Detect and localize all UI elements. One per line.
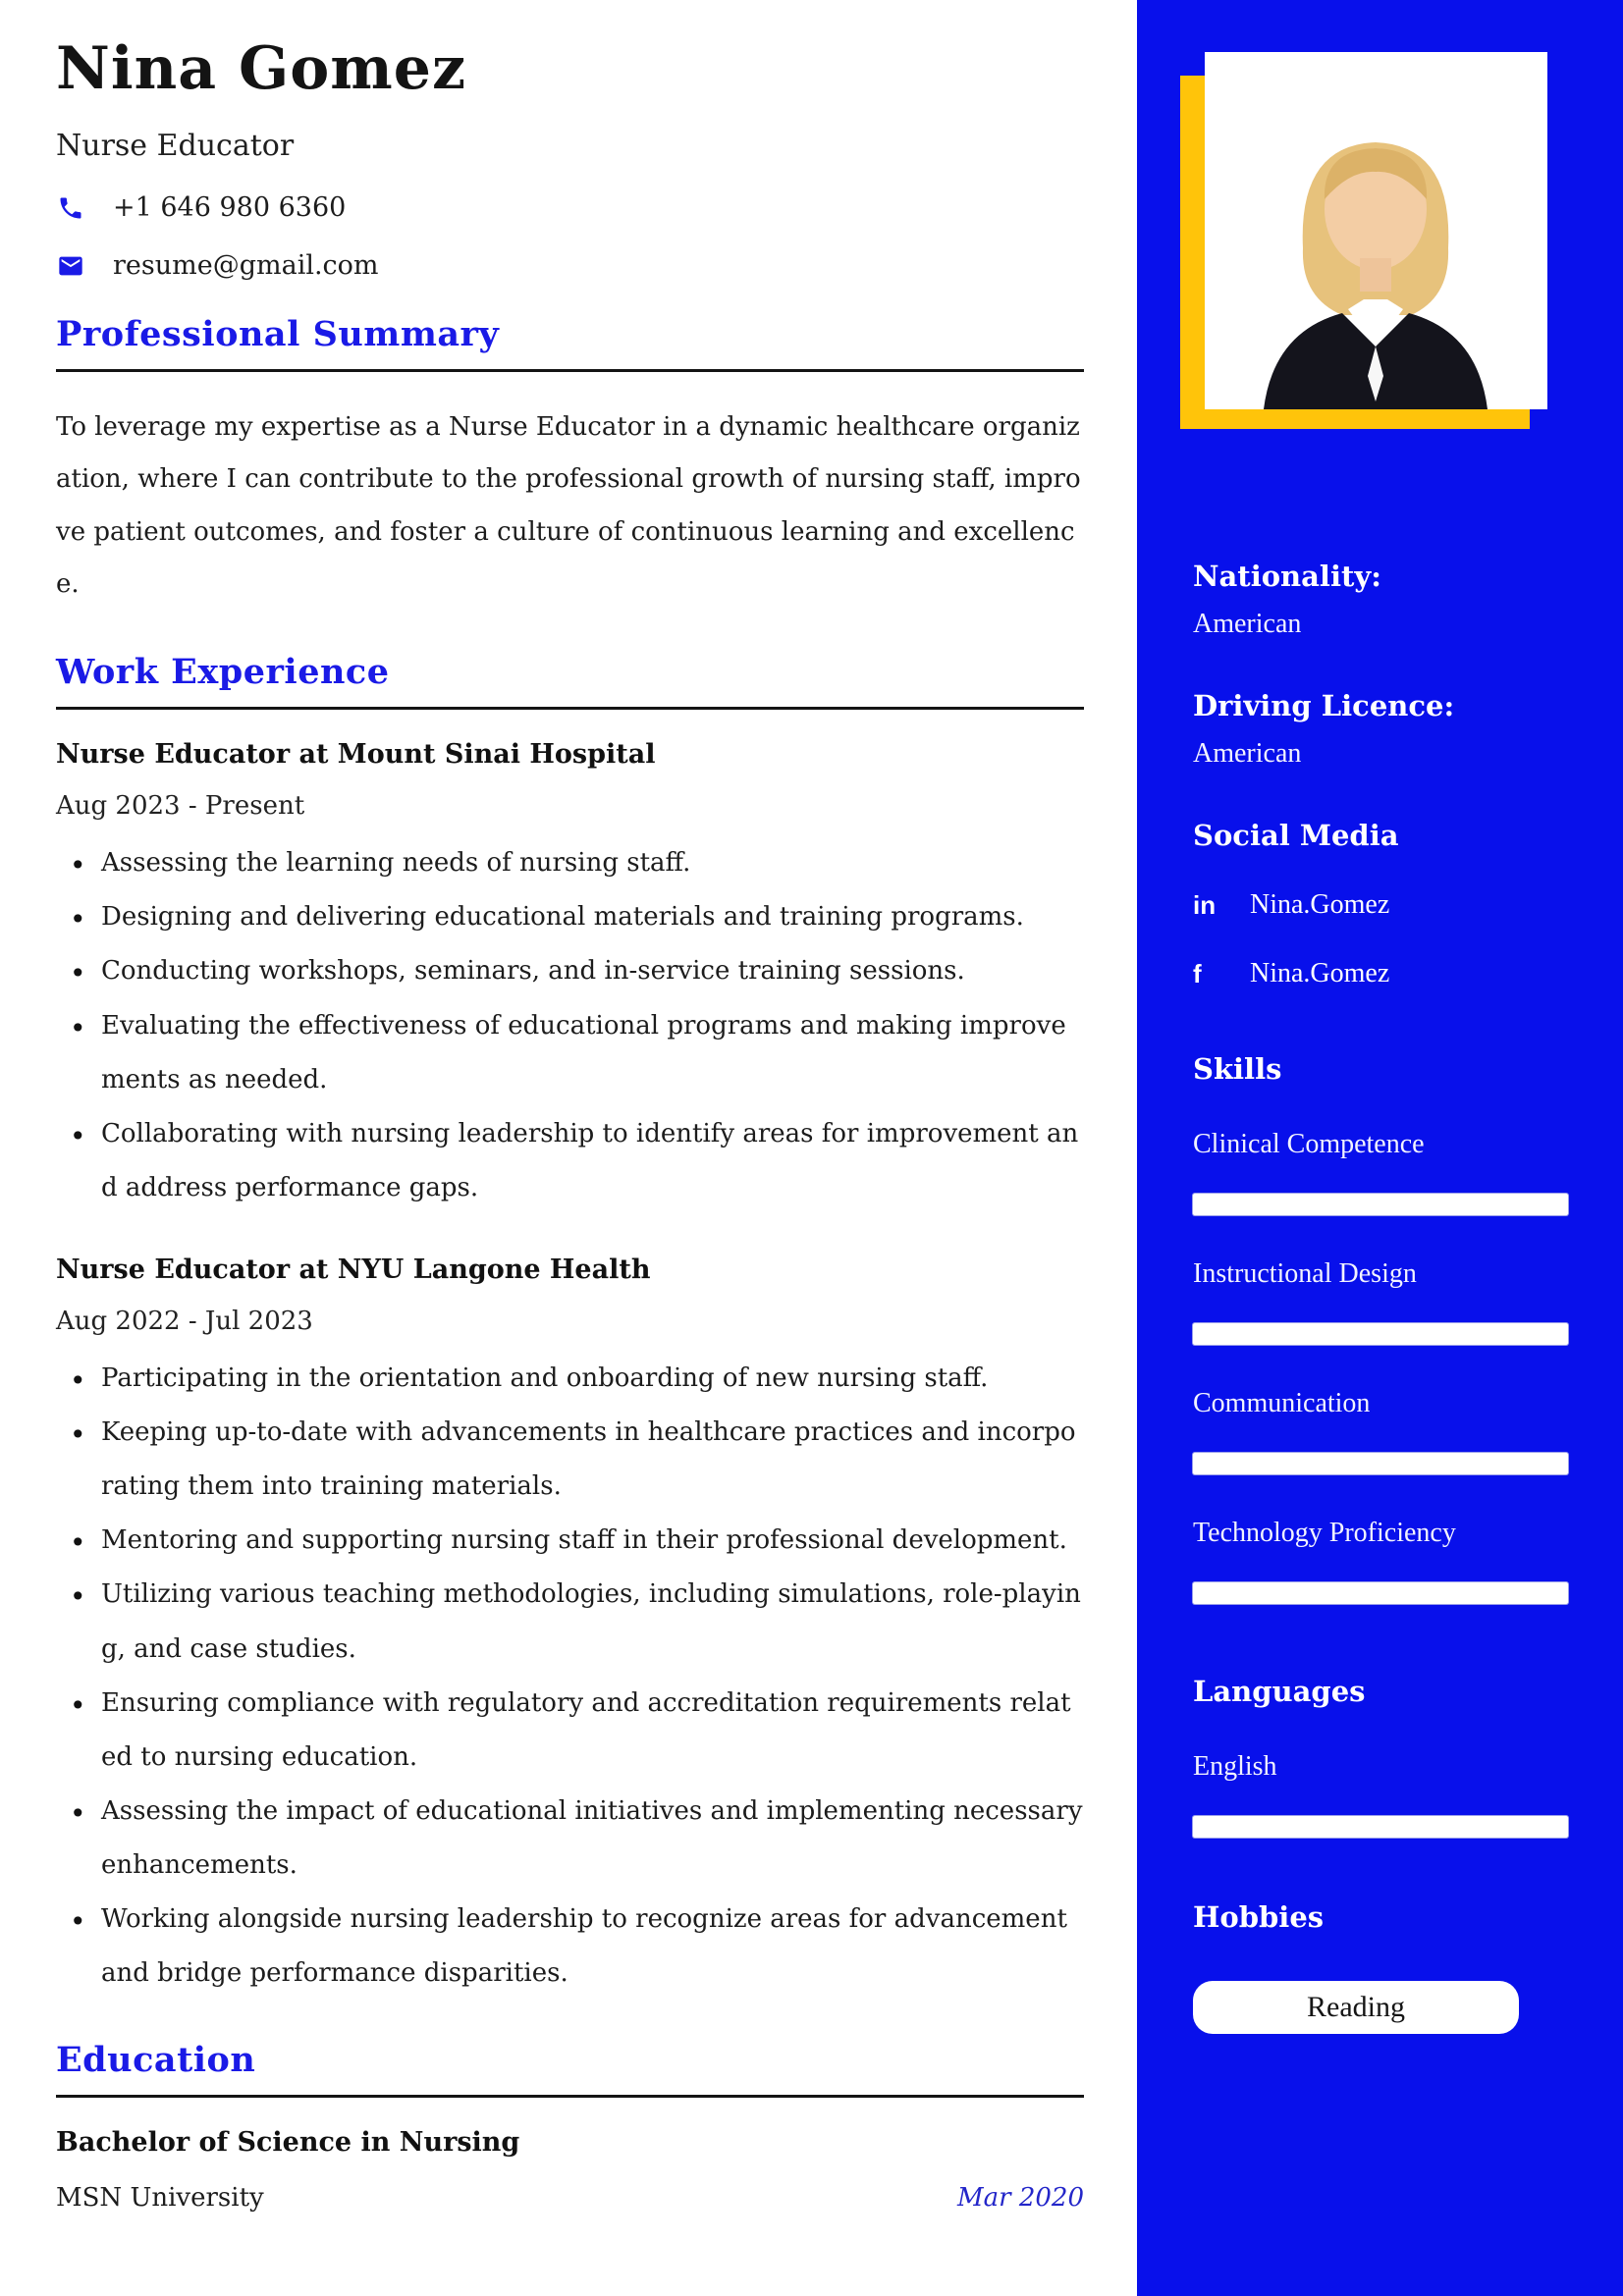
skill-name: Instructional Design bbox=[1193, 1258, 1417, 1289]
skill-name: Technology Proficiency bbox=[1193, 1518, 1456, 1548]
email-row bbox=[56, 250, 1084, 281]
bullet-item: • Participating in the orientation and onboarding of new nursing staff. bbox=[56, 1352, 1084, 1406]
languages-heading: Languages bbox=[1193, 1675, 1366, 1708]
skill-item bbox=[1193, 1518, 1568, 1604]
linkedin-icon: in bbox=[1193, 889, 1217, 920]
skill-bar-fill bbox=[1193, 1323, 1568, 1345]
driving-licence-value: American bbox=[1193, 738, 1302, 769]
bullet-item: • Mentoring and supporting nursing staff in their professional development. bbox=[56, 1514, 1084, 1568]
bullet-item: • Collaborating with nursing leadership to identify areas for improvement and address performance gaps. bbox=[56, 1107, 1084, 1215]
profile-photo bbox=[1205, 52, 1547, 409]
linkedin-handle[interactable]: Nina.Gomez bbox=[1250, 889, 1390, 920]
bullet-item: • Designing and delivering educational materials and training programs. bbox=[56, 890, 1084, 944]
skill-item bbox=[1193, 1388, 1568, 1474]
skill-bar-fill bbox=[1193, 1453, 1568, 1474]
social-row-linkedin bbox=[1193, 889, 1568, 921]
summary-text: To leverage my expertise as a Nurse Educator in a dynamic healthcare organization, where I can contribute to the professional growth of nursing staff, improve patient outcomes, and foster a culture of continuous learning and excellence. bbox=[56, 412, 1081, 599]
languages-list bbox=[1193, 1751, 1568, 1838]
language-bar bbox=[1193, 1816, 1568, 1838]
jobs-list bbox=[56, 739, 1084, 2001]
school-name: MSN University bbox=[56, 2183, 264, 2214]
language-bar-fill bbox=[1193, 1816, 1568, 1838]
social-row-facebook bbox=[1193, 958, 1568, 989]
facebook-handle[interactable]: Nina.Gomez bbox=[1250, 958, 1390, 988]
sidebar bbox=[1137, 0, 1623, 2296]
email-icon bbox=[56, 251, 85, 281]
contact-block bbox=[56, 192, 1084, 281]
bullet-item: • Utilizing various teaching methodologies, including simulations, role-playing, and case studies. bbox=[56, 1568, 1084, 1676]
education-heading: Education bbox=[56, 2040, 256, 2081]
skills-list bbox=[1193, 1129, 1568, 1604]
phone-number: +1 646 980 6360 bbox=[113, 192, 347, 223]
phone-row bbox=[56, 192, 1084, 223]
skill-bar-fill bbox=[1193, 1194, 1568, 1215]
bullet-item: • Assessing the impact of educational initiatives and implementing necessary enhancements. bbox=[56, 1785, 1084, 1893]
driving-licence-label: Driving Licence: bbox=[1193, 689, 1455, 722]
email-address: resume@gmail.com bbox=[113, 250, 379, 281]
graduation-date: Mar 2020 bbox=[957, 2183, 1084, 2214]
person-name: Nina Gomez bbox=[56, 34, 467, 103]
skill-bar bbox=[1193, 1194, 1568, 1215]
skill-name: Communication bbox=[1193, 1388, 1371, 1418]
education-rule bbox=[56, 2095, 1084, 2098]
bullet-item: • Working alongside nursing leadership to recognize areas for advancement and bridge performance disparities. bbox=[56, 1893, 1084, 2001]
job-period: Aug 2023 - Present bbox=[56, 791, 305, 822]
photo-frame bbox=[1193, 0, 1568, 461]
skill-bar bbox=[1193, 1453, 1568, 1474]
job-title: Nurse Educator at NYU Langone Health bbox=[56, 1254, 651, 1285]
skill-bar bbox=[1193, 1323, 1568, 1345]
language-item bbox=[1193, 1751, 1568, 1838]
language-name: English bbox=[1193, 1751, 1277, 1782]
job-title: Nurse Educator at Mount Sinai Hospital bbox=[56, 739, 656, 771]
person-job-title: Nurse Educator bbox=[56, 129, 295, 163]
job-bullets bbox=[56, 1352, 1084, 2001]
skills-heading: Skills bbox=[1193, 1052, 1282, 1086]
bullet-item: • Evaluating the effectiveness of educational programs and making improvements as needed. bbox=[56, 999, 1084, 1107]
job-period: Aug 2022 - Jul 2023 bbox=[56, 1306, 313, 1336]
job-bullets bbox=[56, 836, 1084, 1215]
degree-title: Bachelor of Science in Nursing bbox=[56, 2127, 520, 2159]
skill-bar bbox=[1193, 1582, 1568, 1604]
bullet-item: • Ensuring compliance with regulatory and accreditation requirements related to nursing education. bbox=[56, 1677, 1084, 1785]
phone-icon bbox=[56, 193, 85, 223]
skill-item bbox=[1193, 1258, 1568, 1345]
skill-name: Clinical Competence bbox=[1193, 1129, 1425, 1159]
bullet-item: • Keeping up-to-date with advancements in healthcare practices and incorporating them into training materials. bbox=[56, 1406, 1084, 1514]
social-list bbox=[1193, 889, 1568, 989]
hobbies-heading: Hobbies bbox=[1193, 1900, 1325, 1934]
facebook-icon: f bbox=[1193, 958, 1202, 988]
nationality-label: Nationality: bbox=[1193, 560, 1381, 593]
bullet-item: • Assessing the learning needs of nursing staff. bbox=[56, 836, 1084, 890]
skill-item bbox=[1193, 1129, 1568, 1215]
summary-heading: Professional Summary bbox=[56, 314, 500, 354]
work-rule bbox=[56, 707, 1084, 710]
nationality-value: American bbox=[1193, 609, 1302, 639]
social-media-heading: Social Media bbox=[1193, 819, 1399, 852]
profile-photo-illustration bbox=[1205, 52, 1547, 409]
summary-rule bbox=[56, 369, 1084, 372]
hobby-pill: Reading bbox=[1193, 1981, 1519, 2034]
skill-bar-fill bbox=[1193, 1582, 1568, 1604]
hobbies-list bbox=[1193, 1981, 1568, 2034]
work-heading: Work Experience bbox=[56, 652, 390, 693]
bullet-item: • Conducting workshops, seminars, and in-service training sessions. bbox=[56, 944, 1084, 998]
education-row bbox=[56, 2183, 1084, 2213]
